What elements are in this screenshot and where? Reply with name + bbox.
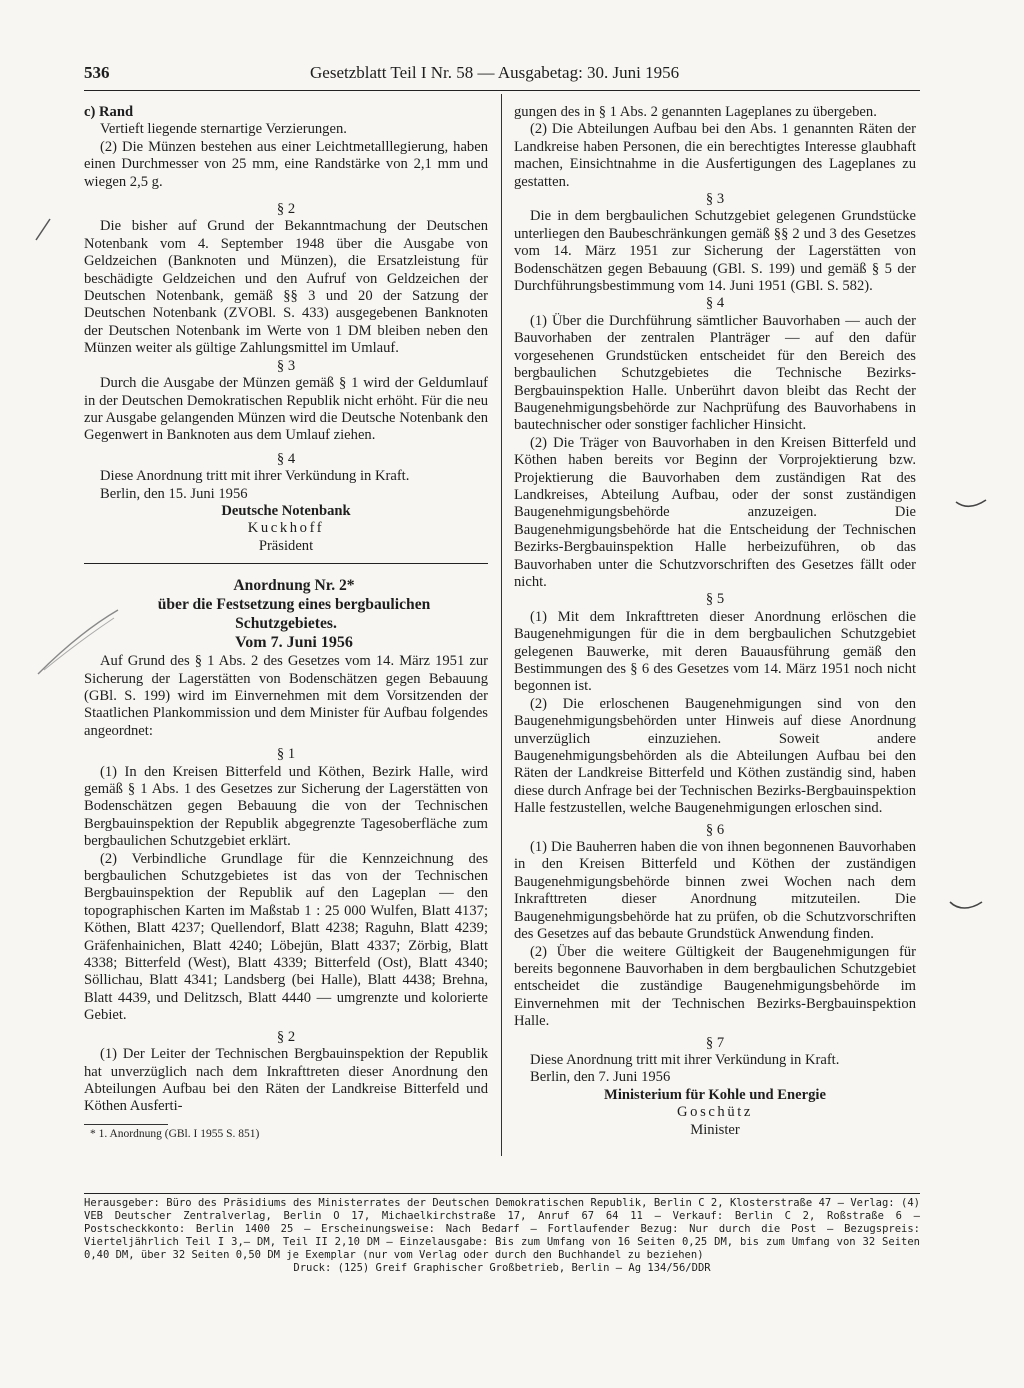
section-heading: § 3 — [276, 357, 296, 374]
article-7-text: Diese Anordnung tritt mit ihrer Verkündung in Kraft. — [530, 1051, 840, 1068]
article-4-paragraph-1: (1) Über die Durchführung sämtlicher Bauvorhaben — auch der Bauvorhaben der zentralen Planträger — auf den dafür vorgesehenen Grundstücken entscheidet für den Bereich des bergbaulichen Schutzgebietes die Technische Bezirks-Bergbauinspektion Halle. Unberührt davon bleibt das Recht der Baugenehmigungsbehörde zur Nachprüfung des Bauvorhabens in bautechnischer oder sonstiger fachlicher Hinsicht. — [514, 312, 916, 434]
continued-text: gungen des in § 1 Abs. 2 genannten Lageplanes zu übergeben. — [514, 104, 877, 120]
rand-label: c) Rand — [84, 104, 134, 120]
left-column — [84, 104, 488, 1141]
column-divider — [501, 94, 502, 1156]
footnote: * 1. Anordnung (GBl. I 1955 S. 851) — [90, 1127, 260, 1140]
place-date: Berlin, den 7. Juni 1956 — [530, 1069, 671, 1086]
article-6-paragraph-1: (1) Die Bauherren haben die von ihnen begonnenen Bauvorhaben in den Kreisen Bitterfeld und Köthen der zuständigen Baugenehmigungsbehörde binnen zwei Wochen nach dem Inkrafttreten dieser Anordnung mitzuteilen. Die Baugenehmigungsbehörde hat zu prüfen, ob die Schutzvorschriften des Gesetzes auf das bebaute Grundstück Anwendung finden. — [514, 839, 916, 943]
preamble: Auf Grund des § 1 Abs. 2 des Gesetzes vom 14. März 1951 zur Sicherung der Lagerstätten von Bodenschätzen gegen Bebauung (GBl. S. 199) wird im Einvernehmen mit dem Vorsitzenden der Staatlichen Plankommission und dem Minister für Aufbau folgendes angeordnet: — [84, 653, 488, 739]
section-rule — [84, 563, 488, 564]
page-number: 536 — [84, 63, 110, 82]
pen-mark — [30, 216, 54, 244]
article-3-text: Die in dem bergbaulichen Schutzgebiet gelegenen Grundstücke unterliegen den Baubeschränkungen gemäß §§ 2 und 3 des Gesetzes vom 14. März 1951 zur Sicherung der Lagerstätten von Bodenschätzen gegen Bebauung (GBl. S. 199) und gemäß § 5 der Durchführungsbestimmung vom 14. Juni 1951 (GBl. S. 582). — [514, 208, 916, 295]
article-6-paragraph-2: (2) Über die weitere Gültigkeit der Baugenehmigungen für bereits begonnene Bauvorhaben in dem bergbaulichen Schutzgebiet entscheidet die zuständige Baugenehmigungsbehörde im Einvernehmen mit der Technischen Bezirks-Bergbauinspektion Halle. — [514, 943, 916, 1030]
section-heading: § 2 — [276, 1028, 296, 1045]
section-heading: § 6 — [705, 821, 725, 838]
section-4-text: Diese Anordnung tritt mit ihrer Verkündung in Kraft. — [100, 468, 410, 485]
section-heading: § 5 — [705, 591, 725, 608]
right-column — [514, 104, 916, 1139]
place-date: Berlin, den 15. Juni 1956 — [100, 485, 248, 502]
imprint-text: Herausgeber: Büro des Präsidiums des Ministerrates der Deutschen Demokratischen Republik, Berlin C 2, Klosterstraße 47 — Verlag: (4) VEB Deutscher Zentralverlag, Berlin O 17, Michaelkirchstraße 17, Anruf 67 64 11 — Verkauf: Berlin C 2, Roßstraße 6 — Postscheckkonto: Berlin 1400 25 — Erscheinungsweise: Nach Bedarf — Fortlaufender Bezug: Nur durch die Post — Bezugspreis: Vierteljährlich Teil I 3,— DM, Teil II 2,10 DM — Einzelausgabe: Bis zum Umfang von 16 Seiten 0,25 DM, bis zum Umfang von 32 Seiten 0,40 DM, über 32 Seiten 0,50 DM je Exemplar (nur vom Verlag oder durch den Buchhandel zu beziehen) — [84, 1197, 920, 1261]
issuer: Deutsche Notenbank — [221, 502, 351, 519]
signatory: Kuckhoff — [247, 520, 325, 537]
running-title: Gesetzblatt Teil I Nr. 58 — Ausgabetag: 30. Juni 1956 — [310, 63, 680, 82]
paragraph-2-coins: (2) Die Münzen bestehen aus einer Leichtmetalllegierung, haben einen Durchmesser von 25 mm, eine Randstärke von 2,1 mm und wiegen 2,5 g. — [84, 138, 488, 190]
section-3-text: Durch die Ausgabe der Münzen gemäß § 1 wird der Geldumlauf in der Deutschen Demokratischen Republik nicht erhöht. Für die neu zur Ausgabe gelangenden Münzen wird die Deutsche Notenbank den Gegenwert in Banknoten aus dem Umlauf ziehen. — [84, 375, 488, 444]
signatory-title: Minister — [690, 1121, 740, 1138]
article-5-paragraph-1: (1) Mit dem Inkrafttreten dieser Anordnung erlöschen die Baugenehmigungen für die in dem bergbaulichen Schutzgebiet gelegenen Bauwerke, mit deren Bauausführung gemäß den Bestimmungen des § 6 des Gesetzes vom 14. März 1951 noch nicht begonnen ist. — [514, 608, 916, 695]
article-4-paragraph-2: (2) Die Träger von Bauvorhaben in den Kreisen Bitterfeld und Köthen haben bereits vor Beginn der Vorprojektierung bzw. Projektierung die Bauvorhaben dem zuständigen Rat des Landkreises, Abteilung Aufbau, oder der sonst zuständigen Baugenehmigungsbehörde anzuzeigen. Die Baugenehmigungsbehörde hat die Entscheidung der Technischen Bezirks-Bergbauinspektion Halle herbeizuführen, ob das Bauvorhaben unter die Schutzvorschriften des Gesetzes fällt oder nicht. — [514, 434, 916, 590]
signatory-title: Präsident — [258, 537, 314, 554]
signatory: Goschütz — [677, 1104, 753, 1121]
article-2-paragraph-1: (1) Der Leiter der Technischen Bergbauinspektion der Republik hat unverzüglich nach dem Inkrafttreten dieser Anordnung den Abteilungen Aufbau bei den Räten der Landkreise Bitterfeld und Köthen Ausferti- — [84, 1046, 488, 1115]
section-heading: § 4 — [705, 295, 725, 312]
article-1-paragraph-2: (2) Verbindliche Grundlage für die Kennzeichnung des bergbaulichen Schutzgebietes ist das von der Technischen Bergbauinspektion der Republik auf den Lageplan — den topographischen Karten im Maßstab 1 : 25 000 Wulfen, Blatt 4137; Köthen, Blatt 4237; Quellendorf, Blatt 4238; Raguhn, Blatt 4239; Gräfenhainichen, Blatt 4240; Löbejün, Blatt 4337; Zörbig, Blatt 4338; Bitterfeld (West), Blatt 4339; Bitterfeld (Ost), Blatt 4340; Söllichau, Blatt 4341; Landsberg (bei Halle), Blatt 4438; Brehna, Blatt 4439, und Delitzsch, Blatt 4440 — umgrenzte und kolorierte Gebiet. — [84, 850, 488, 1024]
article-2-paragraph-2: (2) Die Abteilungen Aufbau bei den Abs. 1 genannten Räten der Landkreise haben Personen, die ein berechtigtes Interesse glaubhaft machen, Einsichtnahme in die Ausfertigungen des Lageplanes zu gestatten. — [514, 121, 916, 190]
header-rule — [84, 90, 920, 91]
rand-text: Vertieft liegende sternartige Verzierungen. — [100, 121, 347, 138]
pen-mark — [954, 496, 988, 514]
section-heading: § 1 — [276, 746, 296, 763]
imprint-print: Druck: (125) Greif Graphischer Großbetrieb, Berlin — Ag 134/56/DDR — [293, 1262, 711, 1274]
ordinance-title: über die Festsetzung eines bergbaulichen Schutzgebietes. — [157, 596, 431, 633]
section-2-text: Die bisher auf Grund der Bekanntmachung der Deutschen Notenbank vom 4. September 1948 über die Ausgabe von Geldzeichen (Banknoten und Münzen), die Ersatzleistung für beschädigte Geldzeichen und den Aufruf von Geldzeichen der Deutschen Notenbank, gemäß §§ 3 und 20 der Satzung der Deutschen Notenbank (ZVOBl. S. 433) ausgegebenen Banknoten der Deutschen Notenbank im Werte von 1 DM bleiben neben den Münzen weiter als gültige Zahlungsmittel im Umlauf. — [84, 218, 488, 357]
section-heading: § 7 — [705, 1034, 725, 1051]
article-1-paragraph-1: (1) In den Kreisen Bitterfeld und Köthen, Bezirk Halle, wird gemäß § 1 Abs. 1 des Gesetzes zur Sicherung der Lagerstätten von Bodenschätzen gegen Bebauung die von der Technischen Bergbauinspektion der Republik abgegrenzte Tagesoberfläche zum bergbaulichen Schutzgebiet erklärt. — [84, 763, 488, 850]
section-heading: § 4 — [276, 450, 296, 467]
ordinance-date: Vom 7. Juni 1956 — [235, 634, 353, 652]
ordinance-number: Anordnung Nr. 2* — [233, 577, 355, 595]
issuer: Ministerium für Kohle und Energie — [604, 1086, 826, 1103]
pen-mark — [948, 896, 984, 916]
footnote-rule — [84, 1124, 168, 1125]
article-5-paragraph-2: (2) Die erloschenen Baugenehmigungen sind von den Baugenehmigungsbehörden unter Hinweis auf diese Anordnung unverzüglich einzuziehen. Soweit andere Baugenehmigungsbehörden als die Abteilungen Aufbau bei den Räten der Landkreise Bitterfeld und Köthen zuständig sind, haben diese durch Anfrage bei der Technischen Bezirks-Bergbauinspektion Halle festzustellen, welche Baugenehmigungen erloschen sind. — [514, 695, 916, 817]
section-heading: § 3 — [705, 191, 725, 208]
imprint — [84, 1193, 920, 1275]
section-heading: § 2 — [276, 201, 296, 218]
